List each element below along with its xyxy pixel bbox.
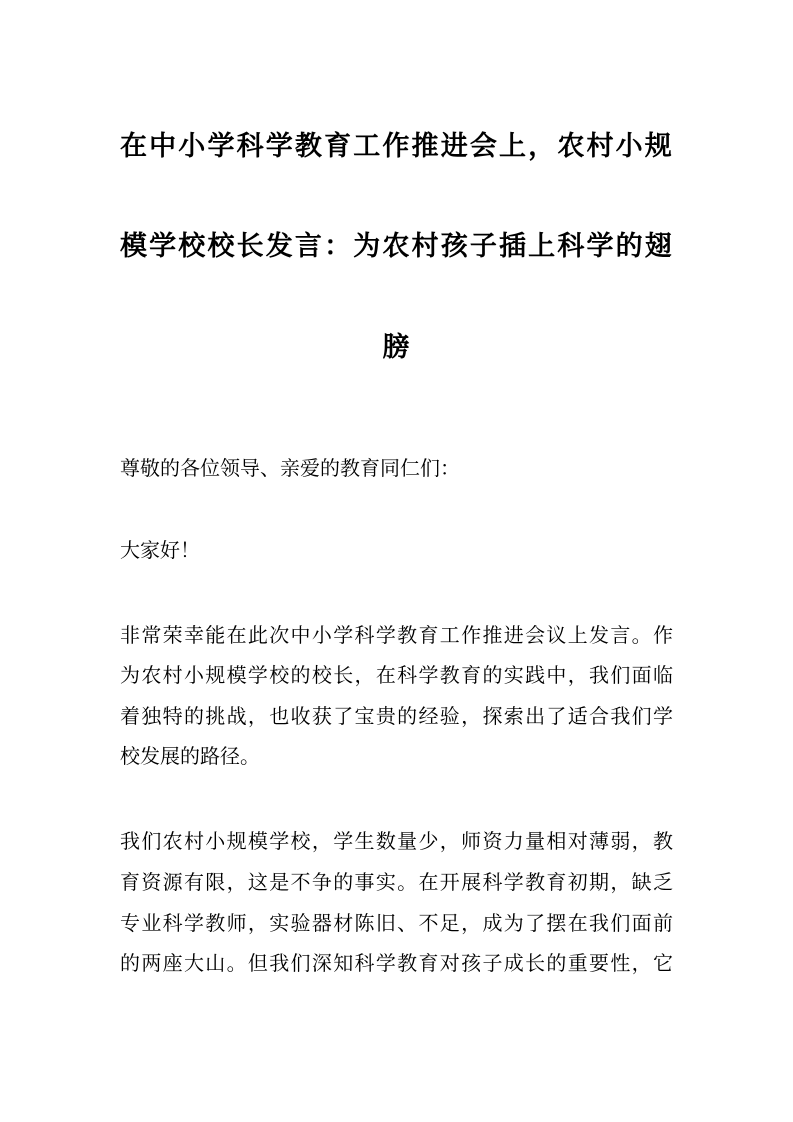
title-line-1: 在中小学科学教育工作推进会上，农村小规 [120, 131, 673, 162]
paragraph1-line-2: 为农村小规模学校的校长，在科学教育的实践中，我们面临 [120, 663, 673, 687]
paragraph2-line-3: 专业科学教师，实验器材陈旧、不足，成为了摆在我们面前 [120, 911, 673, 935]
paragraph2-line-4: 的两座大山。但我们深知科学教育对孩子成长的重要性，它 [120, 951, 673, 975]
title-line-3: 膀 [382, 332, 411, 363]
greeting: 大家好！ [120, 538, 200, 562]
paragraph2-line-2: 育资源有限，这是不争的事实。在开展科学教育初期，缺乏 [120, 870, 673, 894]
salutation: 尊敬的各位领导、亲爱的教育同仁们： [120, 456, 460, 480]
paragraph1-line-3: 着独特的挑战，也收获了宝贵的经验，探索出了适合我们学 [120, 704, 673, 728]
paragraph1-line-4: 校发展的路径。 [120, 744, 260, 768]
title-line-2: 模学校校长发言：为农村孩子插上科学的翅 [120, 231, 673, 262]
paragraph1-line-1: 非常荣幸能在此次中小学科学教育工作推进会议上发言。作 [120, 623, 673, 647]
paragraph2-line-1: 我们农村小规模学校，学生数量少，师资力量相对薄弱，教 [120, 829, 673, 853]
